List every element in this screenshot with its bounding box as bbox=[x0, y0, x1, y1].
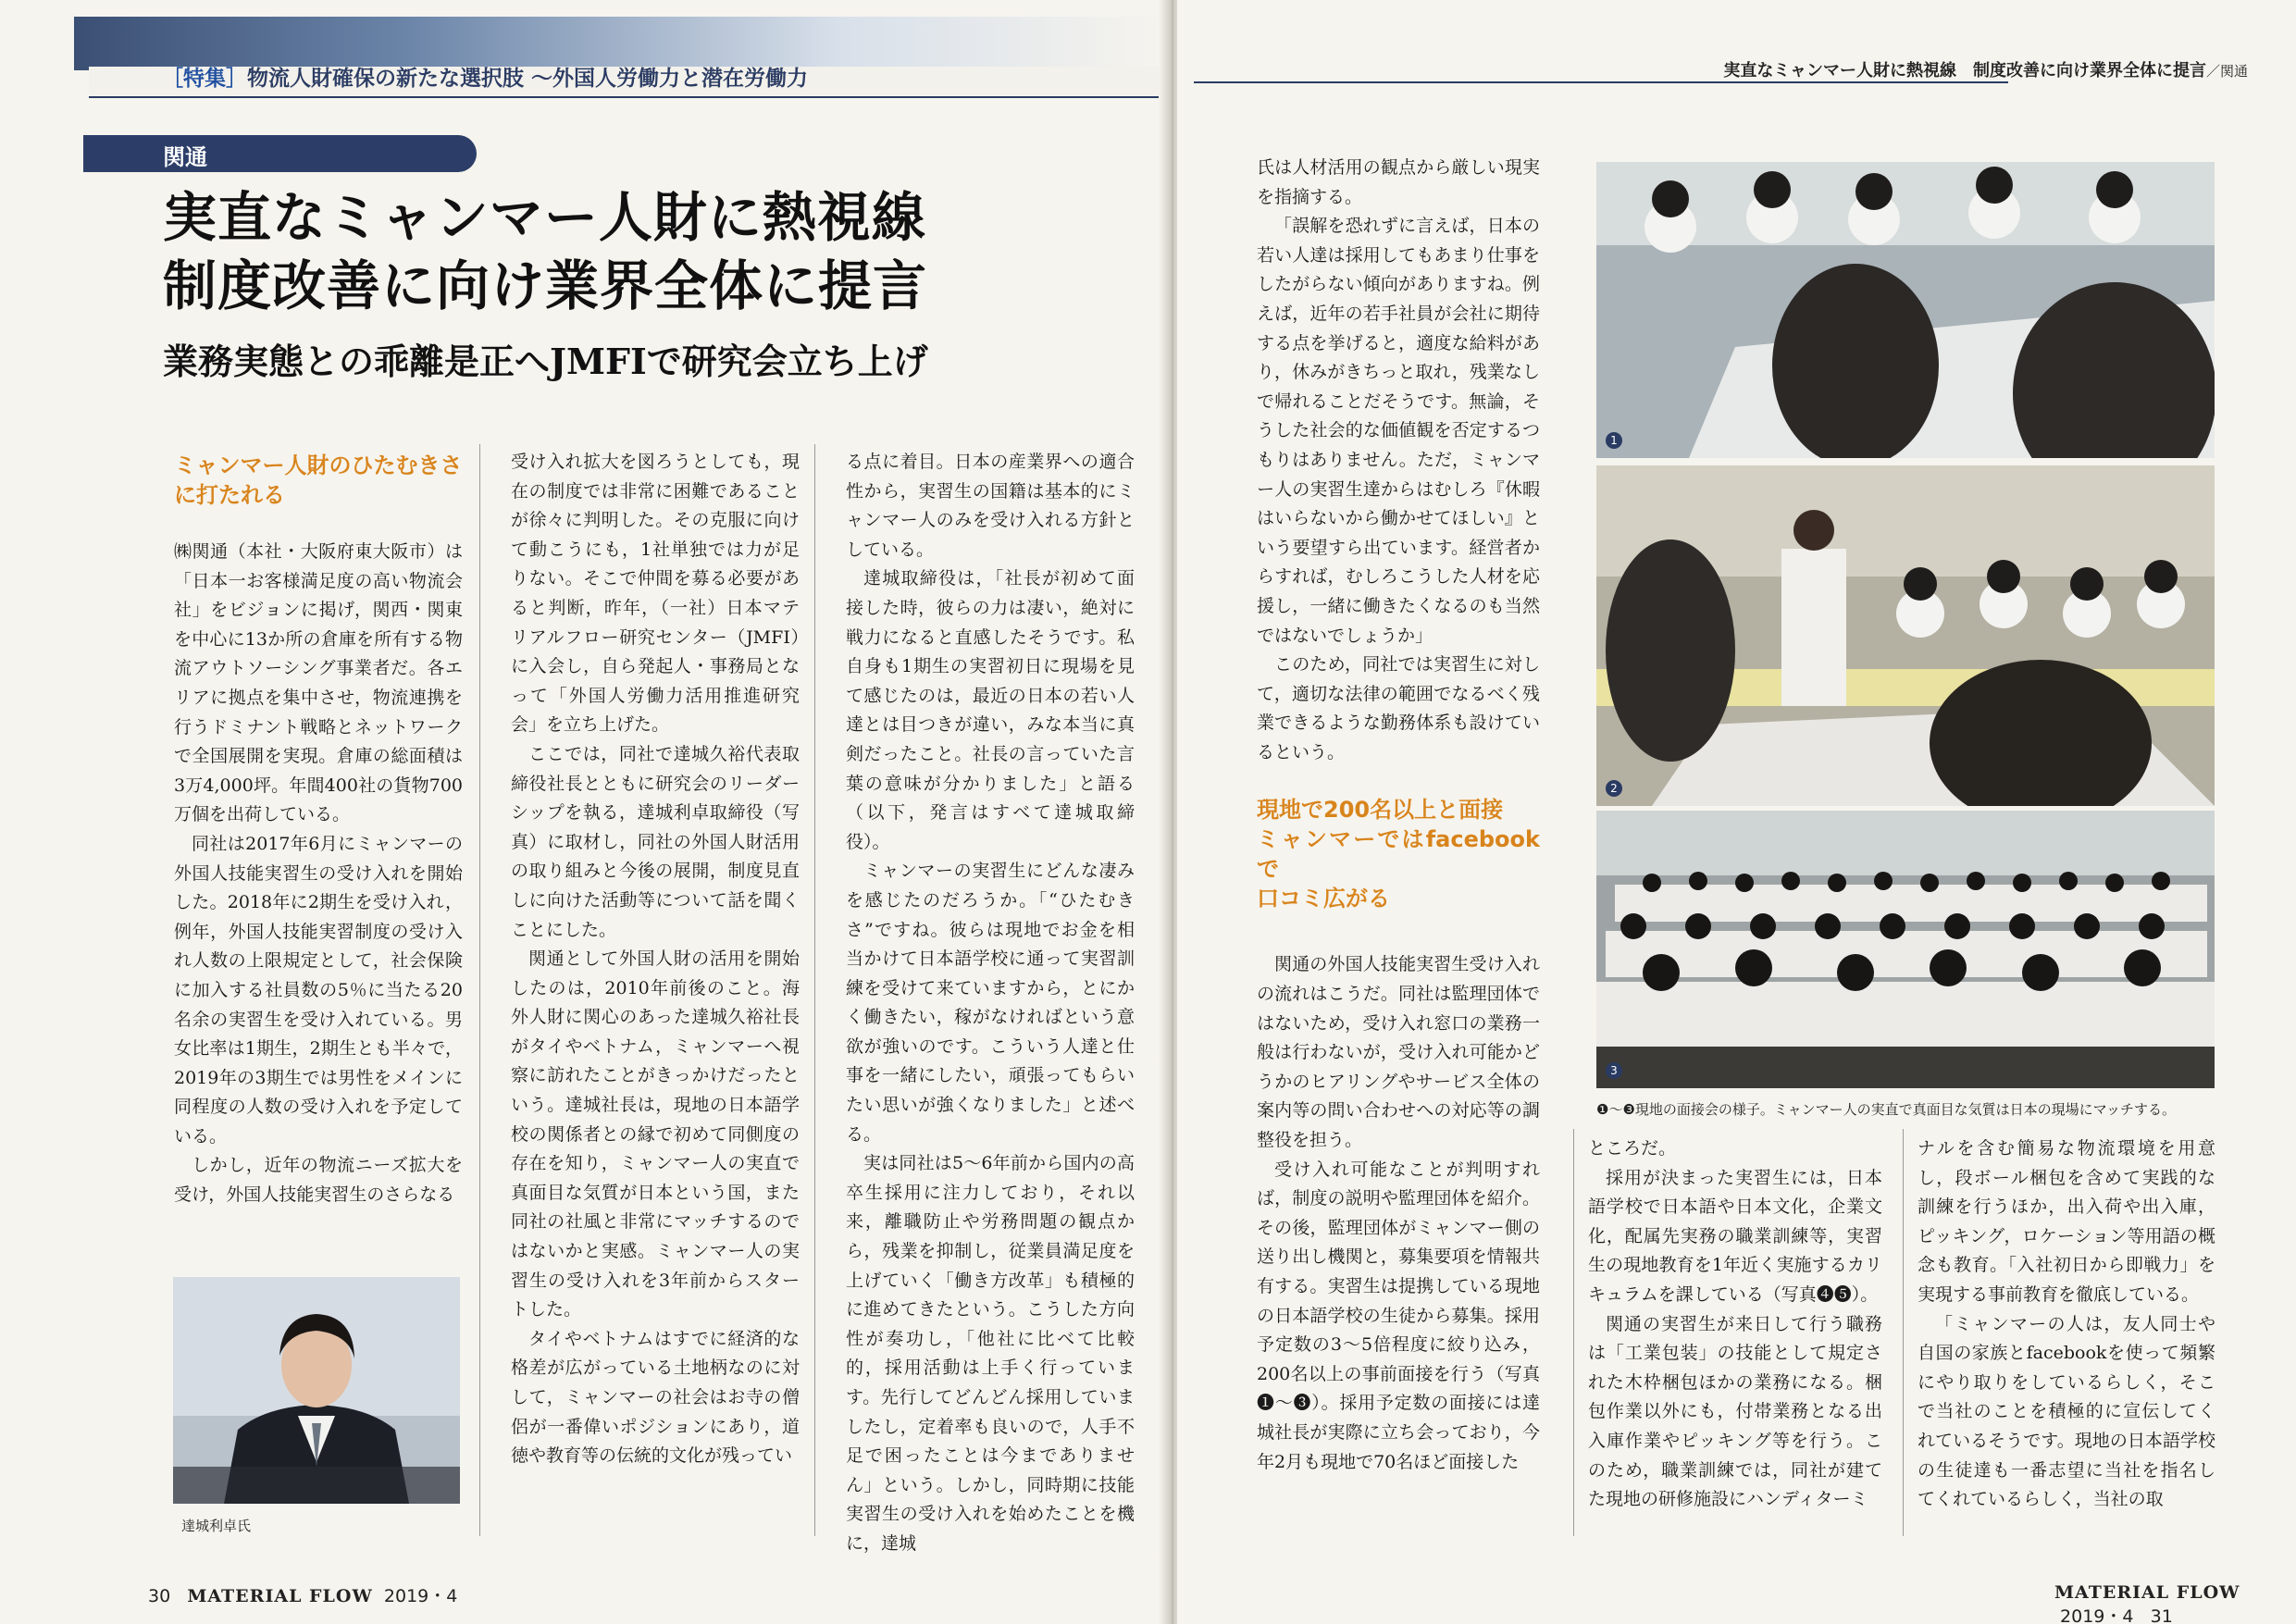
paragraph: 関通の外国人技能実習生受け入れの流れはこうだ。同社は監理団体ではないため，受け入れ窓口の業務一般は行わないが，受け入れ可能かどうかのヒアリングやサービス全体の案内等の問い合わせへの対応等の調整役を担う。 bbox=[1257, 954, 1540, 1151]
column-rule bbox=[814, 444, 815, 1536]
interview-photo-1 bbox=[1596, 162, 2215, 458]
portrait-caption: 達城利卓氏 bbox=[181, 1518, 252, 1534]
paragraph: 関通の実習生が来日して行う職務は「工業包装」の技能として規定された木枠梱包ほかの業務になる。梱包作業以外にも，付帯業務となる出入庫作業やピッキング等を行う。このため，職業訓練では，同社が建てた現地の研修施設にハンディターミ bbox=[1588, 1313, 1882, 1510]
right-column-2 bbox=[1588, 1134, 1882, 1515]
right-column-1 bbox=[1257, 154, 1540, 1477]
issue: 2019・4 bbox=[2060, 1606, 2134, 1624]
paragraph: 氏は人材活用の観点から厳しい現実を指摘する。 bbox=[1257, 157, 1540, 207]
photo-2-illustration bbox=[1596, 465, 2215, 806]
column-rule bbox=[1573, 1129, 1574, 1536]
paragraph: タイやベトナムはすでに経済的な格差が広がっている土地柄なのに対して，ミャンマーの社会はお寺の僧侶が一番偉いポジションにあり，道徳や教育等の伝統的文化が残ってい bbox=[511, 1328, 800, 1467]
subheadline: 業務実態との乖離是正へJMFIで研究会立ち上げ bbox=[163, 341, 928, 382]
interview-photo-2 bbox=[1596, 465, 2215, 806]
running-head-rule bbox=[1194, 81, 2008, 83]
company-name: 関通 bbox=[163, 143, 207, 170]
photo-1-illustration bbox=[1596, 162, 2215, 458]
section-2-title: 現地で200名以上と面接 ミャンマーではfacebookで 口コミ広がる bbox=[1257, 797, 1540, 912]
photo-3-illustration bbox=[1596, 811, 2215, 1088]
left-column-2 bbox=[511, 448, 800, 1471]
paragraph: 受け入れ可能なことが判明すれば，制度の説明や監理団体を紹介。その後，監理団体がミャンマー側の送り出し機関と，募集要項を情報共有する。実習生は提携している現地の日本語学校の生徒から募集。採用予定数の3～5倍程度に絞り込み，200名以上の事前面接を行う（写真❶～❸）。採用予定数の面接には達城社長が実際に立ち会っており，今年2月も現地で70名ほど面接した bbox=[1257, 1159, 1540, 1472]
paragraph: このため，同社では実習生に対して，適切な法律の範囲でなるべく残業できるような勤務体系も設けているという。 bbox=[1257, 654, 1540, 762]
photo-number: 2 bbox=[1606, 780, 1622, 797]
headline-line-1: 実直なミャンマー人財に熱視線 bbox=[163, 186, 926, 249]
series-title-text: 物流人財確保の新たな選択肢 ～外国人労働力と潜在労働力 bbox=[247, 66, 809, 91]
photo-number: 3 bbox=[1606, 1062, 1622, 1079]
headline-line-2: 制度改善に向け業界全体に提言 bbox=[163, 254, 928, 317]
magazine-name: MATERIAL FLOW bbox=[187, 1586, 373, 1606]
paragraph: る点に着目。日本の産業界への適合性から，実習生の国籍は基本的にミャンマー人のみを受け入れる方針としている。 bbox=[846, 452, 1135, 560]
paragraph: 「ミャンマーの人は，友人同士や自国の家族とfacebookを使って頻繁にやり取りをしているらしく，そこで当社のことを積極的に宣伝してくれているそうです。現地の日本語学校の生徒達も一番志望に当社を指名してくれているらしく，当社の取 bbox=[1917, 1313, 2215, 1510]
running-head: 実直なミャンマー人財に熱視線 制度改善に向け業界全体に提言／関通 bbox=[1723, 61, 2248, 81]
column-rule bbox=[479, 444, 480, 1536]
company-label bbox=[83, 135, 477, 172]
paragraph: 「誤解を恐れずに言えば，日本の若い人達は採用してもあまり仕事をしたがらない傾向がありますね。例えば，近年の若手社員が会社に期待する点を挙げると，適度な給料があり，休みがきちっと取れ，残業なしで帰れることだそうです。無論，そうした社会的な価値観を否定するつもりはありません。ただ，ミャンマー人の実習生達からはむしろ『休暇はいらないから働かせてほしい』という要望すら出ています。経営者からすれば，むしろこうした人材を応援し，一緒に働きたくなるのも当然ではないでしょうか」 bbox=[1257, 216, 1540, 646]
paragraph: ㈱関通（本社・大阪府東大阪市）は「日本一お客様満足度の高い物流会社」をビジョンに掲げ，関西・関東を中心に13か所の倉庫を所有する物流アウトソーシング事業者だ。各エリアに拠点を集中させ，物流連携を行うドミナント戦略とネットワークで全国展開を実現。倉庫の総面積は3万4,000坪。年間400社の貨物700万個を出荷している。 bbox=[174, 541, 463, 825]
paragraph: ミャンマーの実習生にどんな凄みを感じたのだろうか。「“ひたむきさ”ですね。彼らは現地でお金を相当かけて日本語学校に通って実習訓練を受けて来ていますから，とにかく働きたい，稼がなければという意欲が強いのです。こういう人達と仕事を一緒にしたい，頑張ってもらいたい思いが強くなりました」と述べる。 bbox=[846, 861, 1135, 1145]
photo-caption: ❶～❸現地の面接会の様子。ミャンマー人の実直で真面目な気質は日本の現場にマッチする。 bbox=[1596, 1101, 2176, 1118]
paragraph: 同社は2017年6月にミャンマーの外国人技能実習生の受け入れを開始した。2018年に2期生を受け入れ，例年，外国人技能実習制度の受け入れ人数の上限規定として，社会保険に加入する社員数の5％に当たる20名余の実習生を受け入れている。男女比率は1期生，2期生とも半々で，2019年の3期生では男性をメインに同程度の人数の受け入れを予定している。 bbox=[174, 833, 463, 1147]
issue: 2019・4 bbox=[383, 1586, 458, 1606]
paragraph: ところだ。 bbox=[1588, 1138, 1677, 1159]
left-footer bbox=[148, 1582, 457, 1607]
portrait-photo bbox=[173, 1277, 460, 1504]
paragraph: しかし，近年の物流ニーズ拡大を受け，外国人技能実習生のさらなる bbox=[174, 1155, 463, 1206]
series-tag: 特集 bbox=[183, 66, 226, 91]
left-column-1 bbox=[174, 451, 463, 1210]
right-column-3 bbox=[1917, 1134, 2215, 1515]
portrait-illustration bbox=[173, 1277, 460, 1504]
interview-photo-3 bbox=[1596, 811, 2215, 1088]
paragraph: 受け入れ拡大を図ろうとしても，現在の制度では非常に困難であることが徐々に判明した。その克服に向けて動こうにも，1社単独では力が足りない。そこで仲間を募る必要があると判断，昨年，（一社）日本マテリアルフロー研究センター（JMFI）に入会し，自ら発起人・事務局となって「外国人労働力活用推進研究会」を立ち上げた。 bbox=[511, 452, 800, 736]
paragraph: 達城取締役は，「社長が初めて面接した時，彼らの力は凄い，絶対に戦力になると直感したそうです。私自身も1期生の実習初日に現場を見て感じたのは，最近の日本の若い人達とは目つきが違い，みな本当に真剣だったこと。社長の言っていた言葉の意味が分かりました」と語る（以下，発言はすべて達城取締役）。 bbox=[846, 568, 1135, 852]
paragraph: ナルを含む簡易な物流環境を用意し，段ボール梱包を含めて実践的な訓練を行うほか，出入荷や出入庫，ピッキング，ロケーション等用語の概念も教育。「入社初日から即戦力」を実現する事前教育を徹底している。 bbox=[1917, 1138, 2215, 1305]
paragraph: 実は同社は5～6年前から国内の高卒生採用に注力しており，それ以来，離職防止や労務問題の観点から，残業を抑制し，従業員満足度を上げていく「働き方改革」も積極的に進めてきたという。こうした方向性が奏功し，「他社に比べて比較的，採用活動は上手く行っています。先行してどんどん採用していましたし，定着率も良いので，人手不足で困ったことは今までありません」という。しかし，同時期に技能実習生の受け入れを始めたことを機に，達城 bbox=[846, 1153, 1135, 1554]
column-rule bbox=[1903, 1129, 1904, 1536]
paragraph: 採用が決まった実習生には，日本語学校で日本語や日本文化，企業文化，配属先実務の職業訓練等，実習生の現地教育を1年近く実施するカリキュラムを課している（写真❹❺）。 bbox=[1588, 1167, 1882, 1305]
page-number: 31 bbox=[2150, 1606, 2173, 1624]
paragraph: ここでは，同社で達城久裕代表取締役社長とともに研究会のリーダーシップを執る，達城利卓取締役（写真）に取材し，同社の外国人財活用の取り組みと今後の展開，制度見直しに向けた活動等について話を聞くことにした。 bbox=[511, 743, 800, 940]
magazine-name: MATERIAL FLOW bbox=[2054, 1582, 2240, 1603]
series-title: ［特集］物流人財確保の新たな選択肢 ～外国人労働力と潜在労働力 bbox=[162, 66, 809, 91]
section-1-title: ミャンマー人財のひたむきさ に打たれる bbox=[174, 452, 463, 508]
paragraph: 関通として外国人財の活用を開始したのは，2010年前後のこと。海外人財に関心のあった達城久裕社長がタイやベトナム，ミャンマーへ視察に訪れたことがきっかけだったという。達城社長は，現地の日本語学校の関係者との縁で初めて同側度の存在を知り，ミャンマー人の実直で真面目な気質が日本という国，また同社の社風と非常にマッチするのではないかと実感。ミャンマー人の実習生の受け入れを3年前からスタートした。 bbox=[511, 948, 800, 1320]
right-footer bbox=[2054, 1582, 2296, 1624]
page-number: 30 bbox=[148, 1586, 171, 1606]
left-column-3 bbox=[846, 448, 1135, 1559]
photo-number: 1 bbox=[1606, 432, 1622, 449]
